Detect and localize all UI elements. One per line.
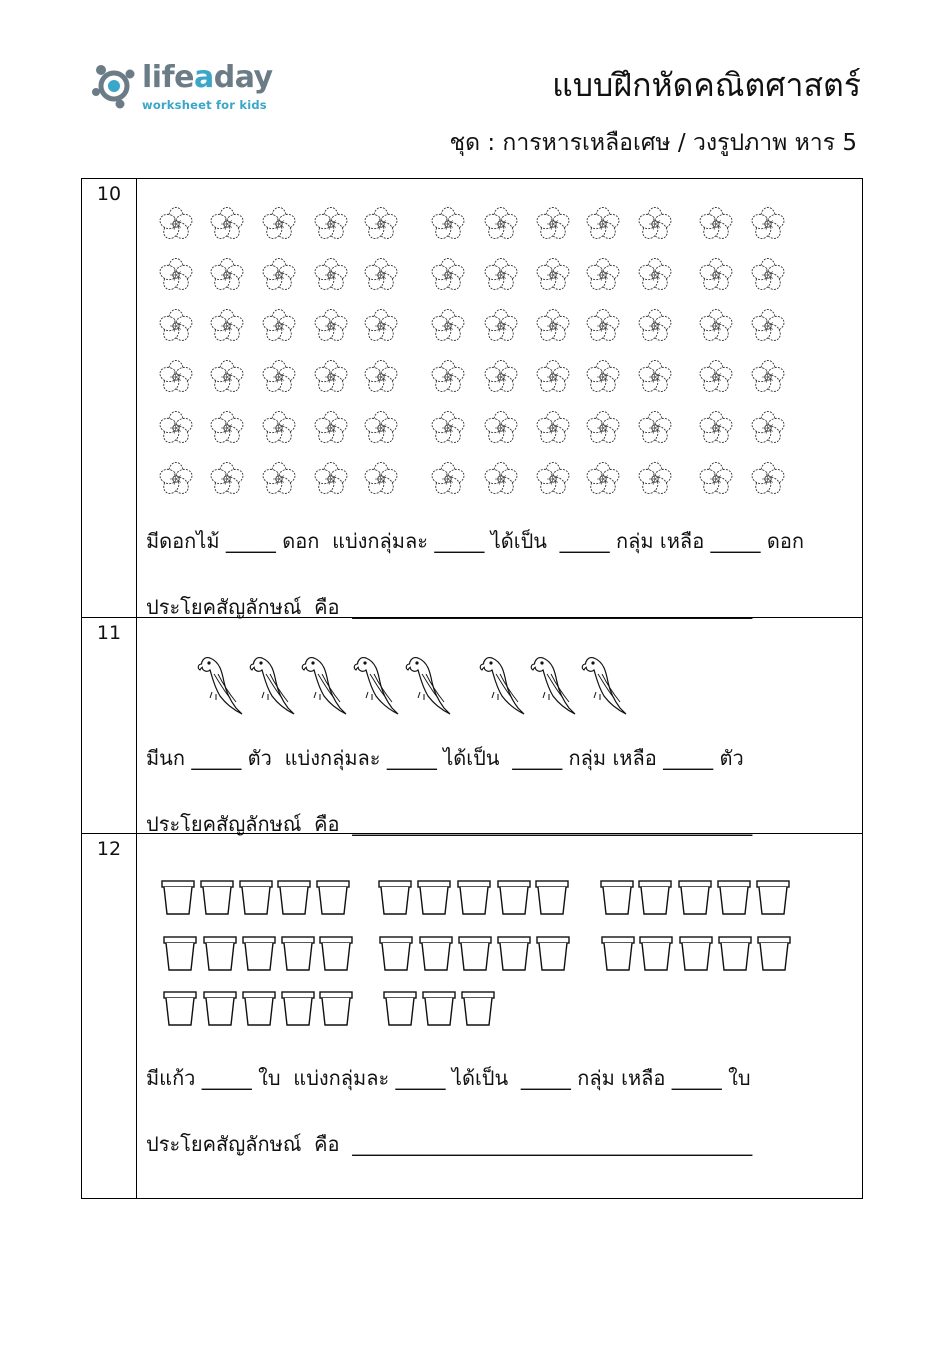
flower-icon bbox=[363, 463, 399, 497]
flower-icon bbox=[483, 463, 519, 497]
flower-icon bbox=[698, 463, 734, 497]
cup-icon bbox=[379, 881, 411, 914]
cup-icon bbox=[240, 881, 272, 914]
cup-icon bbox=[458, 881, 490, 914]
flower-icon bbox=[698, 412, 734, 446]
cup-icon bbox=[498, 881, 530, 914]
cup-icon bbox=[423, 992, 455, 1025]
cup-icon bbox=[282, 992, 314, 1025]
cup-icon bbox=[639, 881, 671, 914]
flower-icon bbox=[535, 310, 571, 344]
cup-icon bbox=[320, 937, 352, 970]
flower-icon bbox=[637, 208, 673, 242]
flower-icon bbox=[313, 208, 349, 242]
flower-icon bbox=[430, 463, 466, 497]
cup-icon bbox=[418, 881, 450, 914]
problem-number: 10 bbox=[96, 183, 122, 205]
worksheet-subtitle: ชุด : การหารเหลือเศษ / วงรูปภาพ หาร 5 bbox=[449, 130, 857, 156]
flower-icon bbox=[585, 208, 621, 242]
cup-icon bbox=[243, 937, 275, 970]
flower-icon bbox=[363, 412, 399, 446]
flower-icon bbox=[313, 361, 349, 395]
fill-in-sentence: มีแก้ว _____ ใบ แบ่งกลุ่มละ _____ ได้เป็น _____ กลุ่ม เหลือ _____ ใบ bbox=[146, 1066, 751, 1090]
flower-icon bbox=[209, 259, 245, 293]
flower-icon bbox=[363, 361, 399, 395]
flower-icon bbox=[483, 361, 519, 395]
parrot-icon bbox=[198, 658, 242, 714]
cup-icon bbox=[243, 992, 275, 1025]
flower-icon bbox=[430, 361, 466, 395]
flower-icon bbox=[535, 361, 571, 395]
cup-icon bbox=[201, 881, 233, 914]
flower-icon bbox=[261, 463, 297, 497]
problem-row-12 bbox=[82, 833, 862, 1199]
flower-icon bbox=[209, 208, 245, 242]
parrot-icon bbox=[354, 658, 398, 714]
cup-icon bbox=[640, 937, 672, 970]
parrot-icon bbox=[406, 658, 450, 714]
flower-icon bbox=[750, 208, 786, 242]
cup-icon bbox=[602, 937, 634, 970]
cup-icon bbox=[679, 881, 711, 914]
flower-icon bbox=[483, 412, 519, 446]
cup-icon bbox=[278, 881, 310, 914]
cup-icon bbox=[320, 992, 352, 1025]
cup-icon bbox=[462, 992, 494, 1025]
cup-icon bbox=[204, 937, 236, 970]
flower-picture-grid bbox=[82, 179, 862, 509]
flower-icon bbox=[261, 412, 297, 446]
problem-number: 12 bbox=[96, 838, 122, 860]
flower-icon bbox=[535, 208, 571, 242]
fill-in-sentence: มีนก _____ ตัว แบ่งกลุ่มละ _____ ได้เป็น _____ กลุ่ม เหลือ _____ ตัว bbox=[146, 746, 744, 770]
flower-icon bbox=[750, 463, 786, 497]
cup-icon bbox=[719, 937, 751, 970]
flower-icon bbox=[313, 310, 349, 344]
symbol-sentence: ประโยคสัญลักษณ์ คือ ________________________________________ bbox=[146, 595, 753, 619]
flower-icon bbox=[363, 259, 399, 293]
flower-icon bbox=[585, 463, 621, 497]
flower-icon bbox=[430, 412, 466, 446]
flower-icon bbox=[535, 412, 571, 446]
symbol-sentence: ประโยคสัญลักษณ์ คือ ________________________________________ bbox=[146, 1132, 753, 1156]
flower-icon bbox=[430, 259, 466, 293]
flower-icon bbox=[363, 310, 399, 344]
flower-icon bbox=[430, 310, 466, 344]
symbol-sentence: ประโยคสัญลักษณ์ คือ ________________________________________ bbox=[146, 812, 753, 836]
cup-icon bbox=[384, 992, 416, 1025]
cup-icon bbox=[601, 881, 633, 914]
flower-icon bbox=[698, 259, 734, 293]
problem-row-11 bbox=[82, 617, 862, 834]
cup-icon bbox=[164, 992, 196, 1025]
flower-icon bbox=[637, 412, 673, 446]
cup-icon bbox=[317, 881, 349, 914]
cup-icon bbox=[757, 881, 789, 914]
cup-icon bbox=[536, 881, 568, 914]
flower-icon bbox=[698, 310, 734, 344]
flower-icon bbox=[698, 361, 734, 395]
logo-molecule-icon bbox=[90, 62, 138, 110]
parrot-icon bbox=[531, 658, 575, 714]
flower-icon bbox=[261, 310, 297, 344]
parrot-picture-row bbox=[82, 618, 862, 728]
flower-icon bbox=[209, 412, 245, 446]
flower-icon bbox=[698, 208, 734, 242]
fill-in-sentence: มีดอกไม้ _____ ดอก แบ่งกลุ่มละ _____ ได้เป็น _____ กลุ่ม เหลือ _____ ดอก bbox=[146, 529, 805, 553]
flower-icon bbox=[313, 412, 349, 446]
flower-icon bbox=[158, 259, 194, 293]
cup-icon bbox=[537, 937, 569, 970]
flower-icon bbox=[261, 259, 297, 293]
flower-icon bbox=[430, 208, 466, 242]
page-title: แบบฝึกหัดคณิตศาสตร์ bbox=[552, 66, 861, 104]
parrot-icon bbox=[582, 658, 626, 714]
flower-icon bbox=[158, 361, 194, 395]
cup-icon bbox=[718, 881, 750, 914]
flower-icon bbox=[585, 259, 621, 293]
flower-icon bbox=[750, 412, 786, 446]
flower-icon bbox=[209, 463, 245, 497]
flower-icon bbox=[209, 310, 245, 344]
flower-icon bbox=[209, 361, 245, 395]
parrot-icon bbox=[250, 658, 294, 714]
cup-icon bbox=[204, 992, 236, 1025]
site-logo bbox=[90, 60, 290, 115]
parrot-icon bbox=[480, 658, 524, 714]
cup-icon bbox=[164, 937, 196, 970]
flower-icon bbox=[750, 259, 786, 293]
flower-icon bbox=[158, 463, 194, 497]
flower-icon bbox=[158, 310, 194, 344]
flower-icon bbox=[750, 310, 786, 344]
flower-icon bbox=[585, 310, 621, 344]
cup-icon bbox=[680, 937, 712, 970]
cup-icon bbox=[459, 937, 491, 970]
flower-icon bbox=[483, 259, 519, 293]
flower-icon bbox=[313, 259, 349, 293]
cup-icon bbox=[498, 937, 530, 970]
flower-icon bbox=[363, 208, 399, 242]
flower-icon bbox=[535, 259, 571, 293]
flower-icon bbox=[637, 310, 673, 344]
cup-icon bbox=[420, 937, 452, 970]
flower-icon bbox=[483, 310, 519, 344]
flower-icon bbox=[637, 361, 673, 395]
problem-row-10 bbox=[82, 179, 862, 617]
cup-icon bbox=[758, 937, 790, 970]
flower-icon bbox=[585, 412, 621, 446]
flower-icon bbox=[637, 259, 673, 293]
cup-icon bbox=[162, 881, 194, 914]
flower-icon bbox=[261, 361, 297, 395]
flower-icon bbox=[535, 463, 571, 497]
logo-wordmark: lifeaday bbox=[142, 60, 273, 95]
flower-icon bbox=[483, 208, 519, 242]
cup-icon bbox=[380, 937, 412, 970]
flower-icon bbox=[158, 412, 194, 446]
flower-icon bbox=[585, 361, 621, 395]
flower-icon bbox=[261, 208, 297, 242]
logo-tagline: worksheet for kids bbox=[142, 98, 267, 112]
worksheet-table bbox=[81, 178, 863, 1199]
flower-icon bbox=[313, 463, 349, 497]
flower-icon bbox=[637, 463, 673, 497]
flower-icon bbox=[158, 208, 194, 242]
cup-picture-grid bbox=[82, 834, 862, 1034]
parrot-icon bbox=[302, 658, 346, 714]
flower-icon bbox=[750, 361, 786, 395]
problem-number: 11 bbox=[96, 622, 122, 644]
cup-icon bbox=[282, 937, 314, 970]
